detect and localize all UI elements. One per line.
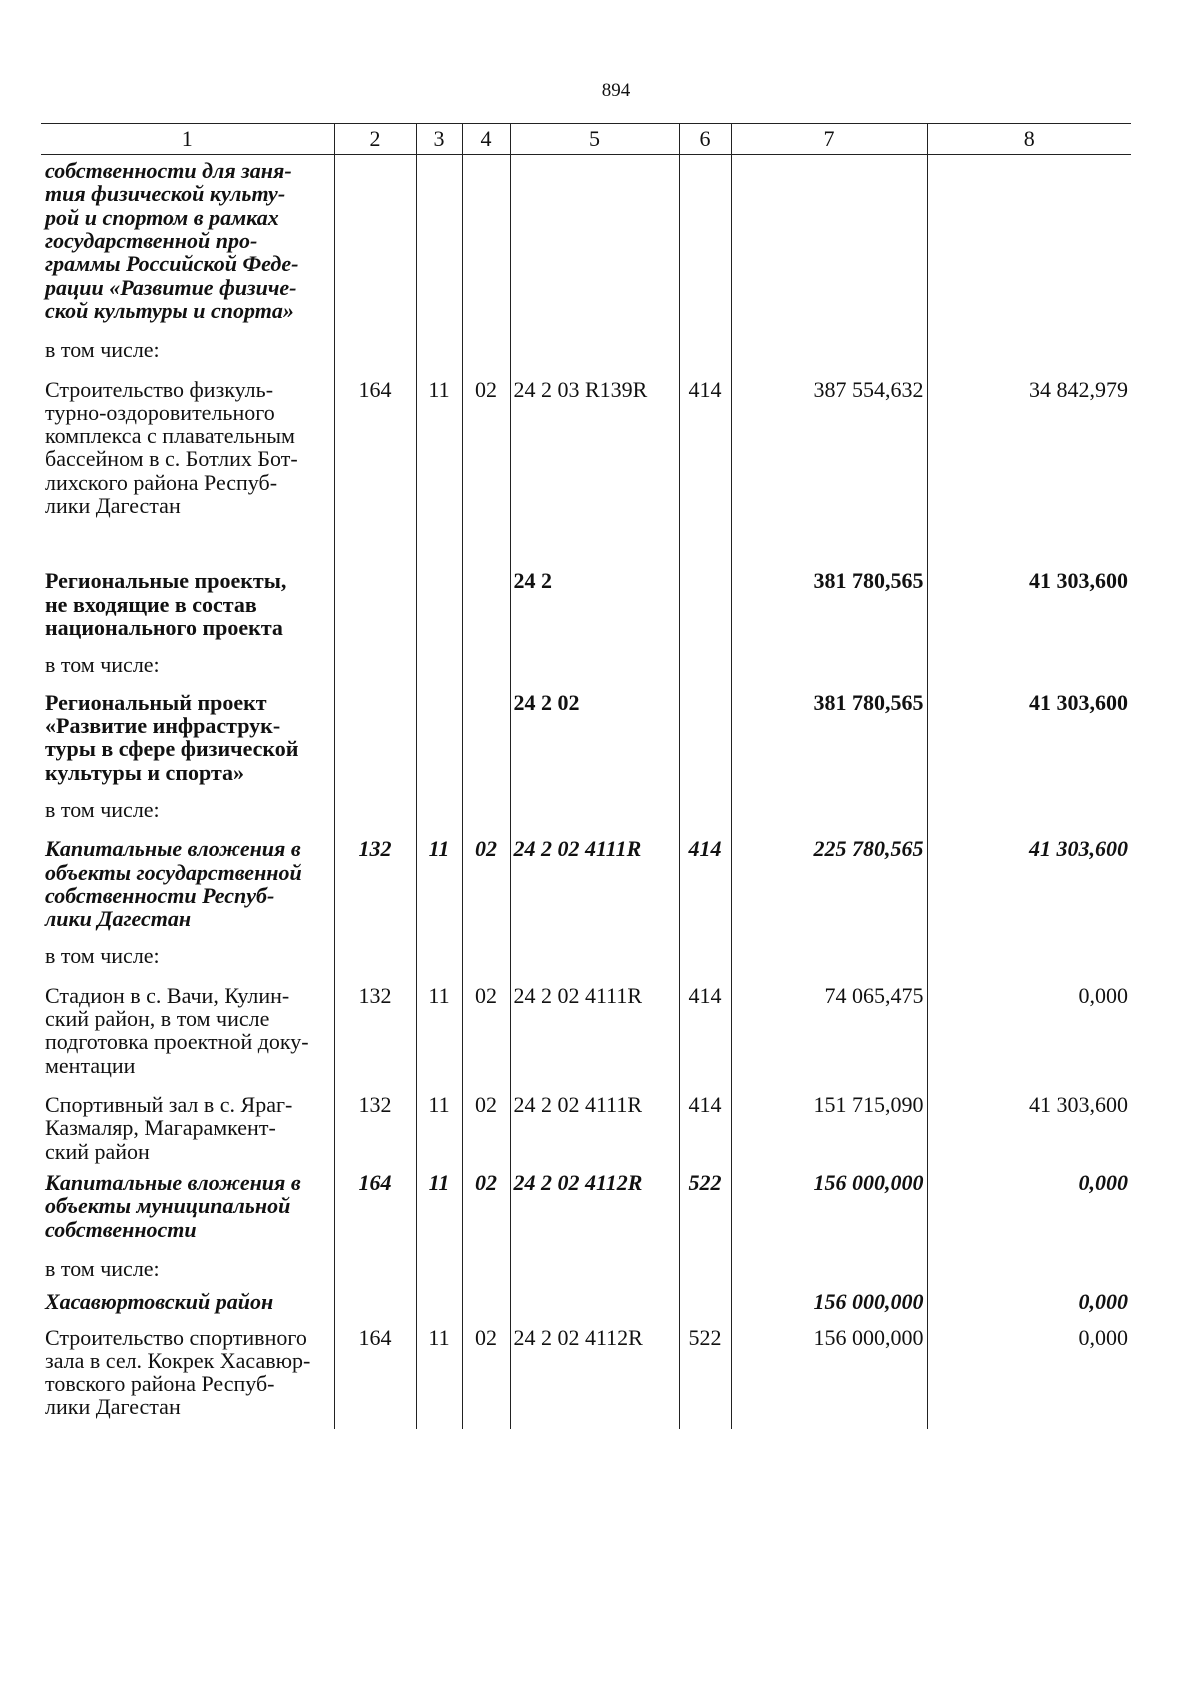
code-cell-c3 (416, 784, 462, 821)
page-number: 894 (601, 80, 631, 101)
row-name-cell (41, 322, 334, 361)
row-name-line: граммы Российской Феде- (45, 251, 299, 277)
spacer-cell (41, 1419, 334, 1429)
row-name-line: туры в сфере физической (45, 736, 299, 762)
code-cell-c2 (334, 677, 416, 784)
code-cell-c6 (679, 1280, 731, 1313)
row-name-line: лики Дагестан (45, 493, 181, 519)
table-row (41, 517, 1131, 639)
row-name-line: Хасавюртовский район (45, 1289, 274, 1315)
code-cell-c3: 11 (416, 1077, 462, 1163)
table-body (41, 155, 1131, 1429)
row-name-line: Спортивный зал в с. Яраг- (45, 1092, 293, 1117)
header-row (41, 124, 1131, 155)
target-code-cell-c5 (510, 639, 679, 676)
code-cell-c4 (462, 322, 510, 361)
code-cell-c2 (334, 1280, 416, 1313)
row-name-line: в том числе: (45, 1255, 160, 1281)
row-name-line: собственности (45, 1216, 197, 1242)
target-code-cell-c5: 24 2 02 4111R (510, 1077, 679, 1163)
code-cell-c6 (679, 930, 731, 967)
code-cell-c2: 132 (334, 821, 416, 930)
code-cell-c2: 164 (334, 1314, 416, 1419)
code-cell-c3: 11 (416, 1163, 462, 1241)
amount-cell-c7: 156 000,000 (731, 1163, 927, 1241)
row-name-line: культуры и спорта» (45, 759, 245, 785)
amount-cell-c8: 41 303,600 (927, 677, 1131, 784)
amount-cell-c7: 156 000,000 (731, 1314, 927, 1419)
target-code-cell-c5: 24 2 02 (510, 677, 679, 784)
row-name-line: не входящие в состав (45, 591, 257, 617)
column-header: 7 (731, 124, 927, 155)
code-cell-c4: 02 (462, 1163, 510, 1241)
row-name-cell (41, 968, 334, 1077)
row-name-line: бассейном в с. Ботлих Бот- (45, 446, 298, 472)
table-row (41, 1241, 1131, 1280)
row-name-line: Капитальные вложения в (45, 836, 301, 862)
row-name-line: Строительство спортивного (45, 1324, 307, 1350)
amount-cell-c7: 151 715,090 (731, 1077, 927, 1163)
code-cell-c4 (462, 155, 510, 323)
code-cell-c6 (679, 517, 731, 639)
row-name-cell (41, 677, 334, 784)
row-name-line: рации «Развитие физиче- (45, 274, 297, 300)
code-cell-c2 (334, 517, 416, 639)
code-cell-c3 (416, 517, 462, 639)
amount-cell-c7 (731, 639, 927, 676)
amount-cell-c8: 34 842,979 (927, 362, 1131, 518)
row-name-line: комплекса с плавательным (45, 423, 295, 449)
table-row (41, 821, 1131, 930)
amount-cell-c8 (927, 155, 1131, 323)
table-row (41, 930, 1131, 967)
code-cell-c2 (334, 322, 416, 361)
row-name-line: лики Дагестан (45, 1394, 181, 1420)
amount-cell-c7 (731, 322, 927, 361)
amount-cell-c8: 0,000 (927, 1163, 1131, 1241)
row-name-cell (41, 1241, 334, 1280)
code-cell-c6 (679, 155, 731, 323)
target-code-cell-c5: 24 2 02 4112R (510, 1314, 679, 1419)
code-cell-c4 (462, 1280, 510, 1313)
amount-cell-c7 (731, 930, 927, 967)
row-name-cell (41, 517, 334, 639)
target-code-cell-c5 (510, 930, 679, 967)
amount-cell-c8: 41 303,600 (927, 821, 1131, 930)
row-name-cell (41, 639, 334, 676)
code-cell-c4 (462, 517, 510, 639)
code-cell-c6: 414 (679, 821, 731, 930)
code-cell-c2: 164 (334, 1163, 416, 1241)
row-name-line: ментации (45, 1052, 136, 1078)
target-code-cell-c5 (510, 1280, 679, 1313)
code-cell-c3: 11 (416, 968, 462, 1077)
code-cell-c3: 11 (416, 821, 462, 930)
code-cell-c4 (462, 639, 510, 676)
row-name-line: объекты муниципальной (45, 1193, 291, 1219)
row-name-line: лики Дагестан (45, 906, 192, 932)
target-code-cell-c5 (510, 322, 679, 361)
column-header: 8 (927, 124, 1131, 155)
code-cell-c6 (679, 784, 731, 821)
amount-cell-c8 (927, 322, 1131, 361)
code-cell-c3 (416, 322, 462, 361)
code-cell-c6: 522 (679, 1163, 731, 1241)
code-cell-c2 (334, 784, 416, 821)
spacer-cell (679, 1419, 731, 1429)
row-name-line: тия физической культу- (45, 181, 286, 207)
code-cell-c3 (416, 639, 462, 676)
row-name-line: в том числе: (45, 943, 160, 969)
row-name-line: ский район (45, 1138, 150, 1164)
code-cell-c3 (416, 155, 462, 323)
code-cell-c2: 164 (334, 362, 416, 518)
code-cell-c4: 02 (462, 1077, 510, 1163)
spacer-cell (510, 1419, 679, 1429)
code-cell-c6 (679, 1241, 731, 1280)
column-header: 3 (416, 124, 462, 155)
code-cell-c4: 02 (462, 968, 510, 1077)
row-name-line: товского района Респуб- (45, 1371, 275, 1397)
spacer-cell (927, 1419, 1131, 1429)
row-name-line: ский район, в том числе (45, 1006, 270, 1032)
row-name-line: подготовка проектной доку- (45, 1029, 309, 1055)
amount-cell-c8 (927, 930, 1131, 967)
code-cell-c3 (416, 677, 462, 784)
table-row (41, 1077, 1131, 1163)
target-code-cell-c5: 24 2 02 4111R (510, 821, 679, 930)
code-cell-c4: 02 (462, 1314, 510, 1419)
code-cell-c3 (416, 1280, 462, 1313)
spacer-cell (462, 1419, 510, 1429)
row-name-line: в том числе: (45, 796, 160, 822)
row-name-cell (41, 155, 334, 323)
code-cell-c6 (679, 677, 731, 784)
row-name-cell (41, 930, 334, 967)
code-cell-c3 (416, 930, 462, 967)
row-name-line: в том числе: (45, 652, 160, 678)
row-name-line: в том числе: (45, 337, 160, 363)
code-cell-c6 (679, 639, 731, 676)
amount-cell-c8: 41 303,600 (927, 517, 1131, 639)
code-cell-c3: 11 (416, 362, 462, 518)
amount-cell-c7: 225 780,565 (731, 821, 927, 930)
spacer-cell (731, 1419, 927, 1429)
code-cell-c3: 11 (416, 1314, 462, 1419)
table-row (41, 968, 1131, 1077)
target-code-cell-c5: 24 2 02 4111R (510, 968, 679, 1077)
table-row (41, 1163, 1131, 1241)
code-cell-c6: 414 (679, 362, 731, 518)
row-name-line: Строительство физкуль- (45, 376, 274, 402)
amount-cell-c8 (927, 639, 1131, 676)
amount-cell-c7 (731, 1241, 927, 1280)
code-cell-c4 (462, 677, 510, 784)
table-row (41, 362, 1131, 518)
column-header: 6 (679, 124, 731, 155)
row-name-line: Региональные проекты, (45, 568, 287, 594)
row-name-line: объекты государственной (45, 859, 302, 885)
table-row (41, 1280, 1131, 1313)
table-row (41, 322, 1131, 361)
row-name-cell (41, 1280, 334, 1313)
row-name-line: Стадион в с. Вачи, Кулин- (45, 982, 290, 1008)
table-row (41, 1314, 1131, 1419)
target-code-cell-c5: 24 2 02 4112R (510, 1163, 679, 1241)
row-name-line: собственности для заня- (45, 158, 292, 183)
row-name-line: государственной про- (45, 227, 258, 253)
column-header: 4 (462, 124, 510, 155)
row-name-line: национального проекта (45, 615, 283, 640)
table-row (41, 639, 1131, 676)
amount-cell-c7: 381 780,565 (731, 517, 927, 639)
spacer-cell (416, 1419, 462, 1429)
row-name-line: Капитальные вложения в (45, 1169, 301, 1195)
code-cell-c4 (462, 930, 510, 967)
code-cell-c2 (334, 930, 416, 967)
column-header: 5 (510, 124, 679, 155)
table-end-spacer (41, 1419, 1131, 1429)
code-cell-c2 (334, 155, 416, 323)
code-cell-c4 (462, 1241, 510, 1280)
table-row (41, 677, 1131, 784)
code-cell-c6: 414 (679, 968, 731, 1077)
row-name-cell (41, 1314, 334, 1419)
amount-cell-c7: 387 554,632 (731, 362, 927, 518)
row-name-line: турно-оздоровительного (45, 399, 275, 425)
row-name-line: лихского района Респуб- (45, 469, 278, 495)
code-cell-c4 (462, 784, 510, 821)
code-cell-c6: 414 (679, 1077, 731, 1163)
code-cell-c4: 02 (462, 821, 510, 930)
row-name-line: ской культуры и спорта» (45, 297, 294, 323)
target-code-cell-c5: 24 2 (510, 517, 679, 639)
code-cell-c2: 132 (334, 1077, 416, 1163)
spacer-cell (334, 1419, 416, 1429)
table-row (41, 784, 1131, 821)
code-cell-c3 (416, 1241, 462, 1280)
amount-cell-c7 (731, 155, 927, 323)
target-code-cell-c5 (510, 1241, 679, 1280)
row-name-line: Региональный проект (45, 689, 267, 715)
amount-cell-c7: 381 780,565 (731, 677, 927, 784)
amount-cell-c7: 74 065,475 (731, 968, 927, 1077)
target-code-cell-c5 (510, 155, 679, 323)
table-row (41, 155, 1131, 323)
budget-table (41, 123, 1131, 1429)
code-cell-c6 (679, 322, 731, 361)
row-name-line: Казмаляр, Магарамкент- (45, 1115, 276, 1141)
row-name-line: зала в сел. Кокрек Хасавюр- (45, 1347, 311, 1373)
column-header: 2 (334, 124, 416, 155)
code-cell-c2: 132 (334, 968, 416, 1077)
row-name-line: собственности Респуб- (45, 882, 275, 908)
code-cell-c4: 02 (462, 362, 510, 518)
amount-cell-c8 (927, 1241, 1131, 1280)
amount-cell-c7 (731, 784, 927, 821)
row-name-cell (41, 784, 334, 821)
row-name-cell (41, 821, 334, 930)
amount-cell-c8: 0,000 (927, 968, 1131, 1077)
code-cell-c2 (334, 639, 416, 676)
amount-cell-c7: 156 000,000 (731, 1280, 927, 1313)
target-code-cell-c5: 24 2 03 R139R (510, 362, 679, 518)
row-name-cell (41, 1077, 334, 1163)
code-cell-c6: 522 (679, 1314, 731, 1419)
row-name-line: «Развитие инфраструк- (45, 712, 281, 738)
code-cell-c2 (334, 1241, 416, 1280)
amount-cell-c8: 0,000 (927, 1280, 1131, 1313)
column-header: 1 (41, 124, 334, 155)
amount-cell-c8: 0,000 (927, 1314, 1131, 1419)
row-name-cell (41, 362, 334, 518)
target-code-cell-c5 (510, 784, 679, 821)
amount-cell-c8: 41 303,600 (927, 1077, 1131, 1163)
row-name-cell (41, 1163, 334, 1241)
amount-cell-c8 (927, 784, 1131, 821)
row-name-line: рой и спортом в рамках (45, 204, 279, 230)
